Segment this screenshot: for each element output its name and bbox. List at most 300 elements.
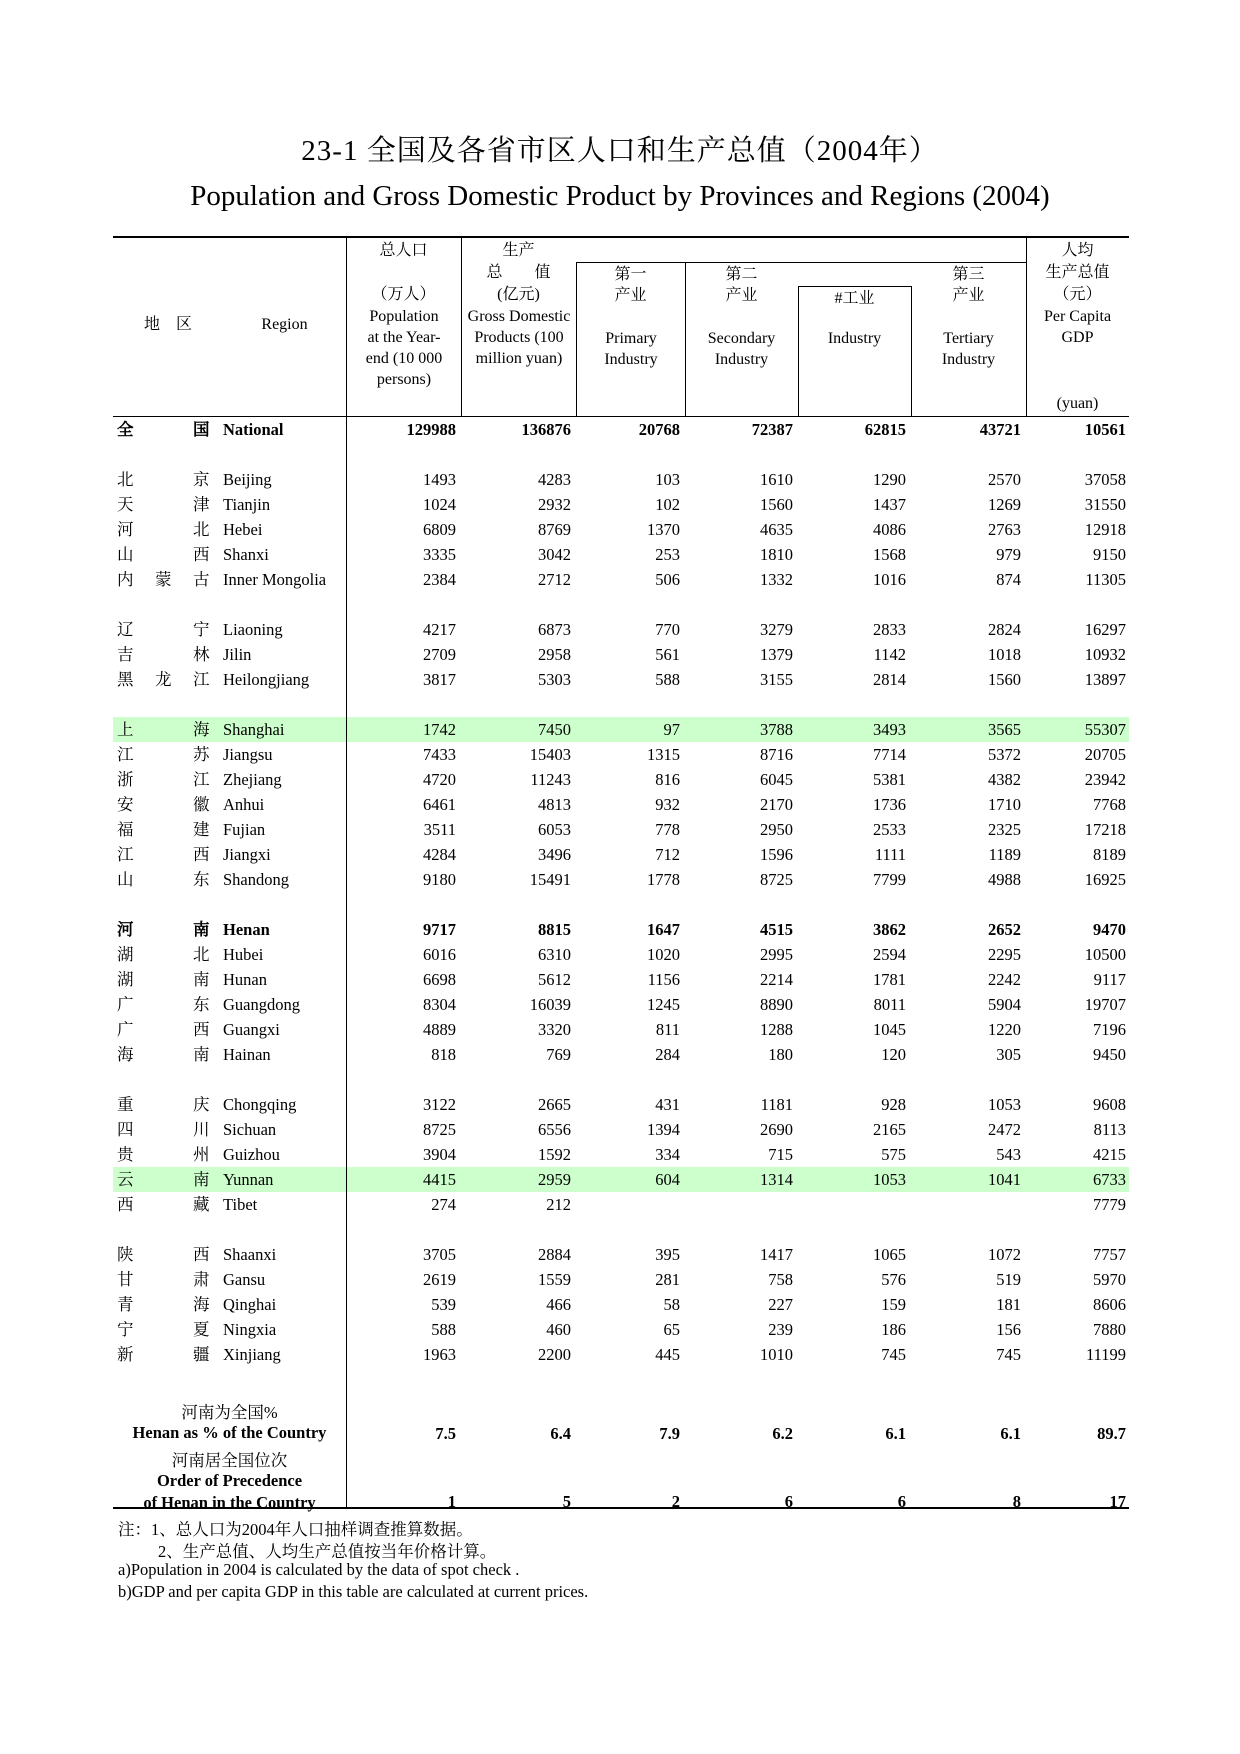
value-cell: 3705 — [423, 1245, 456, 1264]
value-cell: 2950 — [760, 820, 793, 839]
region-char: 山 — [117, 545, 134, 564]
value-cell: 561 — [655, 645, 680, 664]
value-cell: 9117 — [1093, 970, 1126, 989]
region-char: 东 — [193, 995, 210, 1014]
footer-value-cell: 1 — [447, 1492, 456, 1511]
region-name-en: Guizhou — [223, 1145, 280, 1164]
value-cell: 11199 — [1085, 1345, 1126, 1364]
region-char: 州 — [193, 1145, 210, 1164]
table-row — [113, 1017, 1129, 1042]
value-cell: 6733 — [1093, 1170, 1126, 1189]
value-cell: 3511 — [423, 820, 456, 839]
region-char: 上 — [117, 720, 134, 739]
spacer-row — [113, 692, 1129, 717]
value-cell: 15403 — [529, 745, 571, 764]
table-row — [113, 567, 1129, 592]
value-cell: 1065 — [873, 1245, 906, 1264]
header-gdp-unit-cn: (亿元) — [497, 286, 540, 303]
value-cell: 445 — [655, 1345, 680, 1364]
region-char: 河 — [117, 920, 134, 939]
region-char: 庆 — [193, 1095, 210, 1114]
value-cell: 2652 — [988, 920, 1021, 939]
value-cell: 20768 — [638, 420, 680, 439]
value-cell: 43721 — [979, 420, 1021, 439]
footer-value-cell: 6.4 — [550, 1424, 571, 1443]
value-cell: 3122 — [423, 1095, 456, 1114]
value-cell: 1041 — [988, 1170, 1021, 1189]
value-cell: 1710 — [988, 795, 1021, 814]
spacer-row — [113, 892, 1129, 917]
value-cell: 1610 — [760, 470, 793, 489]
value-cell: 2763 — [988, 520, 1021, 539]
region-char: 安 — [117, 795, 134, 814]
region-name-en: Hunan — [223, 970, 267, 989]
value-cell: 9608 — [1093, 1095, 1126, 1114]
value-cell: 1736 — [873, 795, 906, 814]
value-cell: 4382 — [988, 770, 1021, 789]
value-cell: 575 — [881, 1145, 906, 1164]
region-name-en: Zhejiang — [223, 770, 282, 789]
value-cell: 3493 — [873, 720, 906, 739]
value-cell: 8815 — [538, 920, 571, 939]
region-char: 南 — [193, 970, 210, 989]
header-pop-en: Population at the Year-end (10 000 persons) — [365, 308, 443, 388]
value-cell: 16039 — [529, 995, 571, 1014]
region-char: 重 — [117, 1095, 134, 1114]
table-row — [113, 942, 1129, 967]
value-cell: 543 — [996, 1145, 1021, 1164]
value-cell: 3496 — [538, 845, 571, 864]
value-cell: 2814 — [873, 670, 906, 689]
value-cell: 15491 — [529, 870, 571, 889]
value-cell: 6045 — [760, 770, 793, 789]
value-cell: 1020 — [647, 945, 680, 964]
value-cell: 159 — [881, 1295, 906, 1314]
value-cell: 4988 — [988, 870, 1021, 889]
footer-rank-en2: of Henan in the Country — [143, 1493, 316, 1512]
header-industry-cn: #工业 — [834, 290, 875, 307]
header-percap-unit-cn: （元） — [1053, 286, 1102, 303]
table-row — [113, 992, 1129, 1017]
region-char: 湖 — [117, 945, 134, 964]
value-cell: 6556 — [538, 1120, 571, 1139]
region-name-en: Liaoning — [223, 620, 283, 639]
value-cell: 460 — [546, 1320, 571, 1339]
value-cell: 539 — [431, 1295, 456, 1314]
footer-value-cell: 6 — [784, 1492, 793, 1511]
value-cell: 8304 — [423, 995, 456, 1014]
value-cell: 4215 — [1093, 1145, 1126, 1164]
value-cell: 5970 — [1093, 1270, 1126, 1289]
value-cell: 334 — [655, 1145, 680, 1164]
value-cell: 816 — [655, 770, 680, 789]
value-cell: 4284 — [423, 845, 456, 864]
value-cell: 55307 — [1084, 720, 1126, 739]
value-cell: 281 — [655, 1270, 680, 1289]
value-cell: 7450 — [538, 720, 571, 739]
region-char: 海 — [117, 1045, 134, 1064]
value-cell: 1024 — [423, 495, 456, 514]
value-cell: 2619 — [423, 1270, 456, 1289]
value-cell: 715 — [768, 1145, 793, 1164]
region-name-en: Hainan — [223, 1045, 271, 1064]
value-cell: 2709 — [423, 645, 456, 664]
region-char: 江 — [193, 670, 210, 689]
region-name-en: National — [223, 420, 284, 439]
value-cell: 712 — [655, 845, 680, 864]
value-cell: 2384 — [423, 570, 456, 589]
value-cell: 4415 — [423, 1170, 456, 1189]
value-cell: 58 — [663, 1295, 680, 1314]
header-percap-unit-en: (yuan) — [1056, 395, 1099, 412]
table-row — [113, 1167, 1129, 1192]
footer-value-cell: 8 — [1012, 1492, 1021, 1511]
value-cell: 604 — [655, 1170, 680, 1189]
value-cell: 1332 — [760, 570, 793, 589]
value-cell: 758 — [768, 1270, 793, 1289]
header-percap-cn: 人均 — [1061, 242, 1094, 259]
value-cell: 11243 — [530, 770, 571, 789]
value-cell: 778 — [655, 820, 680, 839]
value-cell: 3565 — [988, 720, 1021, 739]
value-cell: 6461 — [423, 795, 456, 814]
region-name-en: Guangdong — [223, 995, 300, 1014]
value-cell: 7880 — [1093, 1320, 1126, 1339]
region-name-en: Guangxi — [223, 1020, 280, 1039]
value-cell: 2165 — [873, 1120, 906, 1139]
region-name-en: Chongqing — [223, 1095, 297, 1114]
value-cell: 65 — [663, 1320, 680, 1339]
region-char: 贵 — [117, 1145, 134, 1164]
footer-value-cell: 7.5 — [435, 1424, 456, 1443]
footer-rank-en1: Order of Precedence — [156, 1471, 303, 1490]
value-cell: 2472 — [988, 1120, 1021, 1139]
value-cell: 4283 — [538, 470, 571, 489]
region-name-en: Xinjiang — [223, 1345, 281, 1364]
table-row — [113, 1342, 1129, 1367]
region-char: 龙 — [155, 670, 172, 689]
header-gdp-cn2: 总 值 — [486, 264, 551, 281]
value-cell: 136876 — [521, 420, 571, 439]
table-row — [113, 1042, 1129, 1067]
value-cell: 1493 — [423, 470, 456, 489]
value-cell: 5372 — [988, 745, 1021, 764]
footer-value-cell: 2 — [671, 1492, 680, 1511]
value-cell: 5381 — [873, 770, 906, 789]
footer-value-cell: 6.2 — [772, 1424, 793, 1443]
value-cell: 9450 — [1093, 1045, 1126, 1064]
region-char: 福 — [117, 820, 134, 839]
value-cell: 274 — [431, 1195, 456, 1214]
value-cell: 4889 — [423, 1020, 456, 1039]
value-cell: 2200 — [538, 1345, 571, 1364]
value-cell: 2995 — [760, 945, 793, 964]
value-cell: 62815 — [864, 420, 906, 439]
value-cell: 769 — [546, 1045, 571, 1064]
spacer-row — [113, 442, 1129, 467]
value-cell: 588 — [655, 670, 680, 689]
header-industry-en: Industry — [827, 330, 882, 347]
header-gdp-en: Gross Domestic Products (100 million yuan) — [467, 308, 571, 367]
footer-value-cell: 89.7 — [1097, 1424, 1126, 1443]
region-char: 青 — [117, 1295, 134, 1314]
value-cell: 1394 — [647, 1120, 680, 1139]
value-cell: 3320 — [538, 1020, 571, 1039]
value-cell: 7799 — [873, 870, 906, 889]
header-tertiary-cn: 第三 产业 — [952, 266, 985, 304]
region-char: 江 — [193, 770, 210, 789]
value-cell: 10500 — [1084, 945, 1126, 964]
region-char: 蒙 — [155, 570, 172, 589]
table-row — [113, 917, 1129, 942]
footer-value-cell: 5 — [562, 1492, 571, 1511]
region-char: 藏 — [193, 1195, 210, 1214]
value-cell: 1072 — [988, 1245, 1021, 1264]
value-cell: 874 — [996, 570, 1021, 589]
value-cell: 5612 — [538, 970, 571, 989]
region-name-en: Sichuan — [223, 1120, 277, 1139]
table-row — [113, 967, 1129, 992]
page-title-chinese: 23-1 全国及各省市区人口和生产总值（2004年） — [301, 135, 939, 167]
region-char: 海 — [193, 720, 210, 739]
value-cell: 180 — [768, 1045, 793, 1064]
value-cell: 7768 — [1093, 795, 1126, 814]
footer-value-cell: 7.9 — [659, 1424, 680, 1443]
value-cell: 3788 — [760, 720, 793, 739]
value-cell: 395 — [655, 1245, 680, 1264]
header-percap-en: Per Capita GDP — [1043, 308, 1112, 346]
table-row — [113, 1142, 1129, 1167]
region-char: 西 — [193, 845, 210, 864]
header-region-cn: 地 区 — [143, 316, 192, 333]
table-row — [113, 467, 1129, 492]
region-name-en: Heilongjiang — [223, 670, 310, 689]
region-name-en: Jiangsu — [223, 745, 273, 764]
region-name-en: Shanghai — [223, 720, 285, 739]
value-cell: 7779 — [1093, 1195, 1126, 1214]
value-cell: 4217 — [423, 620, 456, 639]
table-row — [113, 867, 1129, 892]
region-char: 宁 — [193, 620, 210, 639]
value-cell: 11305 — [1085, 570, 1126, 589]
value-cell: 770 — [655, 620, 680, 639]
value-cell: 8113 — [1093, 1120, 1126, 1139]
table-header — [113, 236, 1129, 417]
value-cell: 8189 — [1093, 845, 1126, 864]
value-cell: 2824 — [988, 620, 1021, 639]
region-name-en: Anhui — [223, 795, 265, 814]
value-cell: 7433 — [423, 745, 456, 764]
value-cell: 1010 — [760, 1345, 793, 1364]
value-cell: 1290 — [873, 470, 906, 489]
region-name-en: Tibet — [223, 1195, 258, 1214]
region-char: 河 — [117, 520, 134, 539]
value-cell: 10932 — [1084, 645, 1126, 664]
table-row — [113, 667, 1129, 692]
region-name-en: Shaanxi — [223, 1245, 277, 1264]
value-cell: 2712 — [538, 570, 571, 589]
value-cell: 2833 — [873, 620, 906, 639]
header-secondary-en: Secondary Industry — [707, 330, 776, 368]
value-cell: 1370 — [647, 520, 680, 539]
table-footer — [113, 1367, 1129, 1512]
value-cell: 2959 — [538, 1170, 571, 1189]
value-cell: 1810 — [760, 545, 793, 564]
value-cell: 284 — [655, 1045, 680, 1064]
statistics-table — [113, 236, 1129, 1512]
value-cell: 1963 — [423, 1345, 456, 1364]
region-char: 西 — [193, 545, 210, 564]
value-cell: 2214 — [760, 970, 793, 989]
value-cell: 928 — [881, 1095, 906, 1114]
region-name-en: Inner Mongolia — [223, 570, 327, 589]
region-char: 内 — [117, 570, 134, 589]
value-cell: 17218 — [1084, 820, 1126, 839]
value-cell: 2570 — [988, 470, 1021, 489]
region-char: 肃 — [193, 1270, 210, 1289]
region-char: 辽 — [117, 620, 134, 639]
region-name-en: Tianjin — [223, 495, 271, 514]
value-cell: 2884 — [538, 1245, 571, 1264]
value-cell: 8716 — [760, 745, 793, 764]
value-cell: 7196 — [1093, 1020, 1126, 1039]
note-4: b)GDP and per capita GDP in this table are calculated at current prices. — [118, 1582, 589, 1601]
value-cell: 1314 — [760, 1170, 793, 1189]
region-char: 南 — [193, 1045, 210, 1064]
value-cell: 3335 — [423, 545, 456, 564]
header-pop-cn: 总人口 — [379, 242, 428, 259]
footer-percent-en: Henan as % of the Country — [132, 1423, 327, 1442]
value-cell: 5904 — [988, 995, 1021, 1014]
value-cell: 97 — [663, 720, 680, 739]
region-char: 西 — [193, 1245, 210, 1264]
region-char: 北 — [193, 945, 210, 964]
table-row — [113, 542, 1129, 567]
value-cell: 745 — [996, 1345, 1021, 1364]
value-cell: 1379 — [760, 645, 793, 664]
region-char: 云 — [117, 1170, 134, 1189]
value-cell: 1142 — [873, 645, 906, 664]
value-cell: 3155 — [760, 670, 793, 689]
value-cell: 1189 — [988, 845, 1021, 864]
value-cell: 1560 — [760, 495, 793, 514]
value-cell: 6053 — [538, 820, 571, 839]
region-name-en: Jiangxi — [223, 845, 271, 864]
region-char: 建 — [193, 820, 210, 839]
value-cell: 2242 — [988, 970, 1021, 989]
value-cell: 1288 — [760, 1020, 793, 1039]
value-cell: 1417 — [760, 1245, 793, 1264]
region-char: 疆 — [193, 1345, 210, 1364]
value-cell: 12918 — [1084, 520, 1126, 539]
spacer-row — [113, 592, 1129, 617]
value-cell: 2594 — [873, 945, 906, 964]
value-cell: 212 — [546, 1195, 571, 1214]
value-cell: 2170 — [760, 795, 793, 814]
table-row — [113, 1192, 1129, 1217]
value-cell: 506 — [655, 570, 680, 589]
value-cell: 4515 — [760, 920, 793, 939]
value-cell: 1016 — [873, 570, 906, 589]
value-cell: 8725 — [423, 1120, 456, 1139]
region-char: 林 — [193, 645, 210, 664]
region-char: 四 — [117, 1120, 134, 1139]
value-cell: 2958 — [538, 645, 571, 664]
value-cell: 1781 — [873, 970, 906, 989]
table-row — [113, 1117, 1129, 1142]
note-3: a)Population in 2004 is calculated by the data of spot check . — [118, 1560, 520, 1579]
value-cell: 9470 — [1093, 920, 1126, 939]
value-cell: 253 — [655, 545, 680, 564]
footer-value-cell: 6 — [897, 1492, 906, 1511]
value-cell: 1596 — [760, 845, 793, 864]
value-cell: 1647 — [647, 920, 680, 939]
region-char: 南 — [193, 1170, 210, 1189]
region-char: 苏 — [193, 745, 210, 764]
value-cell: 1053 — [873, 1170, 906, 1189]
value-cell: 2295 — [988, 945, 1021, 964]
value-cell: 9717 — [423, 920, 456, 939]
value-cell: 1592 — [538, 1145, 571, 1164]
region-char: 江 — [117, 745, 134, 764]
value-cell: 1778 — [647, 870, 680, 889]
region-char: 湖 — [117, 970, 134, 989]
value-cell: 1560 — [988, 670, 1021, 689]
table-row — [113, 1092, 1129, 1117]
value-cell: 305 — [996, 1045, 1021, 1064]
value-cell: 16297 — [1084, 620, 1126, 639]
value-cell: 4086 — [873, 520, 906, 539]
value-cell: 1568 — [873, 545, 906, 564]
value-cell: 2665 — [538, 1095, 571, 1114]
region-char: 天 — [117, 495, 134, 514]
value-cell: 6016 — [423, 945, 456, 964]
value-cell: 1111 — [874, 845, 906, 864]
region-name-en: Qinghai — [223, 1295, 277, 1314]
region-name-en: Gansu — [223, 1270, 266, 1289]
region-name-en: Hebei — [223, 520, 263, 539]
value-cell: 227 — [768, 1295, 793, 1314]
value-cell: 7714 — [873, 745, 906, 764]
value-cell: 932 — [655, 795, 680, 814]
note-1: 注：1、总人口为2004年人口抽样调查推算数据。 — [118, 1520, 473, 1539]
region-char: 陕 — [117, 1245, 134, 1264]
region-char: 南 — [193, 920, 210, 939]
value-cell: 72387 — [751, 420, 793, 439]
region-char: 国 — [193, 420, 210, 439]
value-cell: 239 — [768, 1320, 793, 1339]
value-cell: 2533 — [873, 820, 906, 839]
region-char: 宁 — [117, 1320, 134, 1339]
table-row — [113, 417, 1129, 442]
value-cell: 4720 — [423, 770, 456, 789]
value-cell: 979 — [996, 545, 1021, 564]
value-cell: 8769 — [538, 520, 571, 539]
table-row — [113, 717, 1129, 742]
table-row — [113, 842, 1129, 867]
footer-value-cell: 6.1 — [885, 1424, 906, 1443]
value-cell: 1018 — [988, 645, 1021, 664]
table-row — [113, 617, 1129, 642]
value-cell: 7757 — [1093, 1245, 1126, 1264]
value-cell: 6809 — [423, 520, 456, 539]
value-cell: 6310 — [538, 945, 571, 964]
header-percap-cn2: 生产总值 — [1045, 264, 1110, 281]
value-cell: 1742 — [423, 720, 456, 739]
region-char: 甘 — [117, 1270, 134, 1289]
footer-value-cell: 17 — [1109, 1492, 1126, 1511]
spacer-row — [113, 1067, 1129, 1092]
